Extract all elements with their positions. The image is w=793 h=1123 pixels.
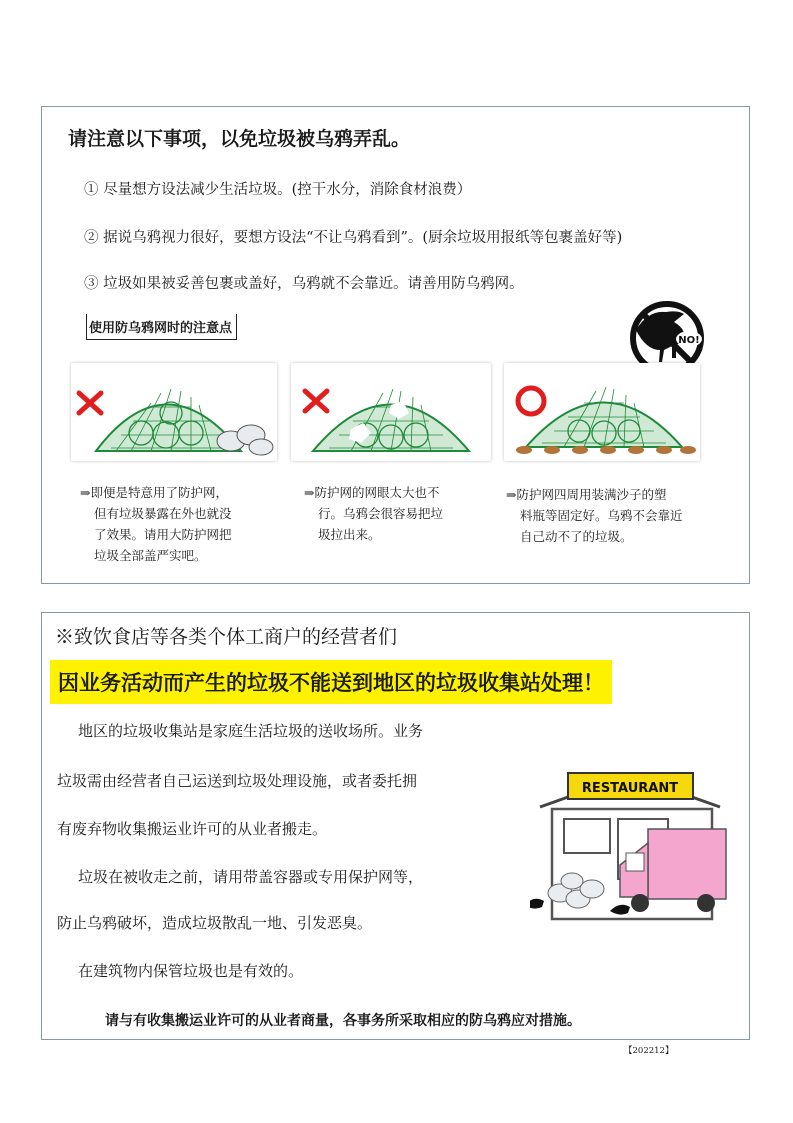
caption-line: ⇒即便是特意用了防护网， — [80, 485, 228, 500]
caption-line: ⇒防护网的网眼太大也不 — [304, 485, 440, 500]
caption-exposed — [80, 482, 280, 566]
section1-heading: 请注意以下事项，以免垃圾被乌鸦弄乱。 — [68, 128, 411, 150]
footer-note: 请与有收集搬运业许可的从业者商量，各事务所采取相应的防乌鸦应对措施。 — [105, 1013, 581, 1029]
paragraph-line-1: 地区的垃圾收集站是家庭生活垃圾的送收场所。业务 — [78, 722, 424, 740]
caption-line: ⇒防护网四周用装满沙子的塑 — [506, 487, 667, 502]
caption-line: 垃圾全部盖严实吧。 — [94, 548, 207, 563]
notice-item-2: ② 据说乌鸦视力很好，要想方设法“不让乌鸦看到”。(厨余垃圾用报纸等包裹盖好等) — [84, 230, 623, 246]
paragraph-line-5: 防止乌鸦破坏，造成垃圾散乱一地、引发恶臭。 — [57, 914, 373, 932]
caption-mesh — [304, 482, 494, 545]
paragraph-line-3: 有废弃物收集搬运业许可的从业者搬走。 — [57, 820, 328, 838]
caption-line: 了效果。请用大防护网把 — [94, 527, 232, 542]
warning-banner: 因业务活动而产生的垃圾不能送到地区的垃圾收集站处理！ — [50, 660, 612, 704]
section2-title: ※致饮食店等各类个体工商户的经营者们 — [55, 626, 398, 648]
notice-item-3: ③ 垃圾如果被妥善包裹或盖好，乌鸦就不会靠近。请善用防乌鸦网。 — [84, 276, 524, 292]
caption-line: 自己动不了的垃圾。 — [520, 529, 633, 544]
paragraph-line-2: 垃圾需由经营者自己运送到垃圾处理设施，或者委托拥 — [57, 772, 418, 790]
paragraph-line-6: 在建筑物内保管垃圾也是有效的。 — [78, 962, 304, 980]
caption-line: 圾拉出来。 — [318, 527, 381, 542]
no-sign-text: NO! — [678, 335, 700, 346]
caption-line: 料瓶等固定好。乌鸦不会靠近 — [520, 508, 683, 523]
illustration-wrong-exposed — [71, 363, 277, 461]
restaurant-illustration — [530, 765, 745, 940]
caption-line: 行。乌鸦会很容易把垃 — [318, 506, 444, 521]
illustration-wrong-mesh — [291, 363, 491, 461]
paragraph-line-4: 垃圾在被收走之前，请用带盖容器或专用保护网等， — [78, 868, 424, 886]
restaurant-sign-text: RESTAURANT — [581, 781, 679, 796]
document-code: 【202212】 — [624, 1046, 674, 1056]
notice-item-1: ① 尽量想方设法减少生活垃圾。(控干水分，消除食材浪费） — [84, 182, 472, 198]
net-tips-subtitle: 使用防乌鸦网时的注意点 — [86, 314, 237, 340]
caption-line: 但有垃圾暴露在外也就没 — [94, 506, 232, 521]
caption-weights — [506, 484, 726, 547]
illustration-correct-weights — [504, 363, 700, 461]
